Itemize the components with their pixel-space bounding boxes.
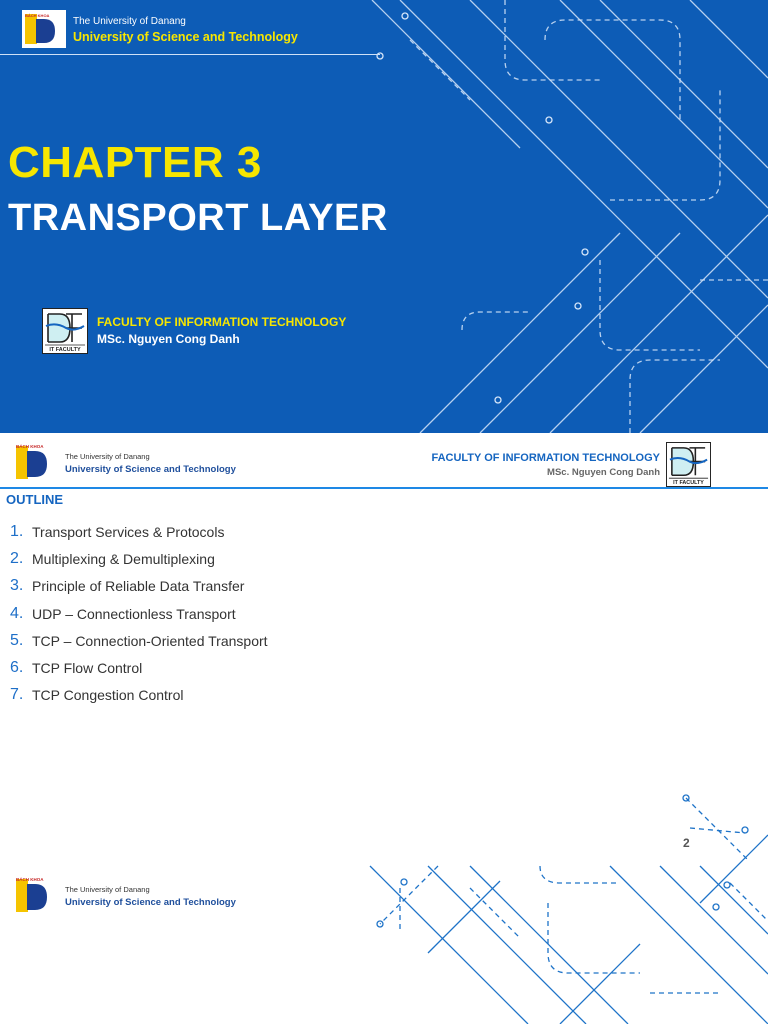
faculty-name: FACULTY OF INFORMATION TECHNOLOGY: [431, 452, 660, 464]
it-faculty-logo: [666, 442, 711, 487]
item-number: 5.: [10, 631, 24, 649]
item-number: 4.: [10, 604, 24, 622]
author-name: MSc. Nguyen Cong Danh: [97, 332, 240, 346]
item-text: UDP – Connectionless Transport: [32, 605, 236, 622]
school-name: University of Science and Technology: [73, 30, 298, 44]
item-number: 2.: [10, 549, 24, 567]
author-name: MSc. Nguyen Cong Danh: [547, 467, 660, 478]
footer-university-name: The University of Danang: [65, 885, 150, 894]
footer-school-name: University of Science and Technology: [65, 897, 236, 908]
university-name: The University of Danang: [73, 16, 186, 27]
header-divider: [0, 487, 768, 489]
chapter-label: CHAPTER 3: [8, 138, 262, 187]
outline-list: [10, 518, 268, 709]
university-logo: [12, 440, 58, 483]
header-divider: [0, 54, 380, 55]
item-number: 3.: [10, 577, 24, 595]
list-item: [10, 627, 268, 654]
item-number: 6.: [10, 659, 24, 677]
school-name: University of Science and Technology: [65, 464, 236, 475]
university-name: The University of Danang: [65, 452, 150, 461]
faculty-name: FACULTY OF INFORMATION TECHNOLOGY: [97, 315, 347, 329]
list-item: [10, 682, 268, 709]
slide-title: TRANSPORT LAYER: [8, 197, 388, 239]
item-text: TCP Flow Control: [32, 660, 143, 677]
university-logo: [22, 10, 66, 48]
list-item: [10, 600, 268, 627]
item-text: TCP – Connection-Oriented Transport: [32, 632, 268, 649]
item-text: Principle of Reliable Data Transfer: [32, 578, 245, 595]
logo-text: BÁCH KHOA: [25, 13, 50, 18]
logo-text: BÁCH KHOA: [16, 444, 44, 449]
item-number: 1.: [10, 522, 24, 540]
footer-university-logo: [12, 873, 58, 916]
it-faculty-logo: [42, 308, 88, 354]
item-text: Transport Services & Protocols: [32, 523, 225, 540]
title-slide: [0, 0, 768, 433]
list-item: [10, 654, 268, 681]
it-logo-text: IT FACULTY: [49, 347, 81, 353]
item-number: 7.: [10, 686, 24, 704]
list-item: [10, 545, 268, 572]
outline-slide: [0, 433, 768, 1024]
it-logo-text: IT FACULTY: [673, 480, 704, 487]
item-text: TCP Congestion Control: [32, 687, 184, 704]
list-item: [10, 573, 268, 600]
logo-text: BÁCH KHOA: [16, 877, 44, 882]
outline-heading: OUTLINE: [6, 492, 64, 507]
list-item: [10, 518, 268, 545]
item-text: Multiplexing & Demultiplexing: [32, 550, 215, 567]
page-number: 2: [683, 836, 690, 850]
